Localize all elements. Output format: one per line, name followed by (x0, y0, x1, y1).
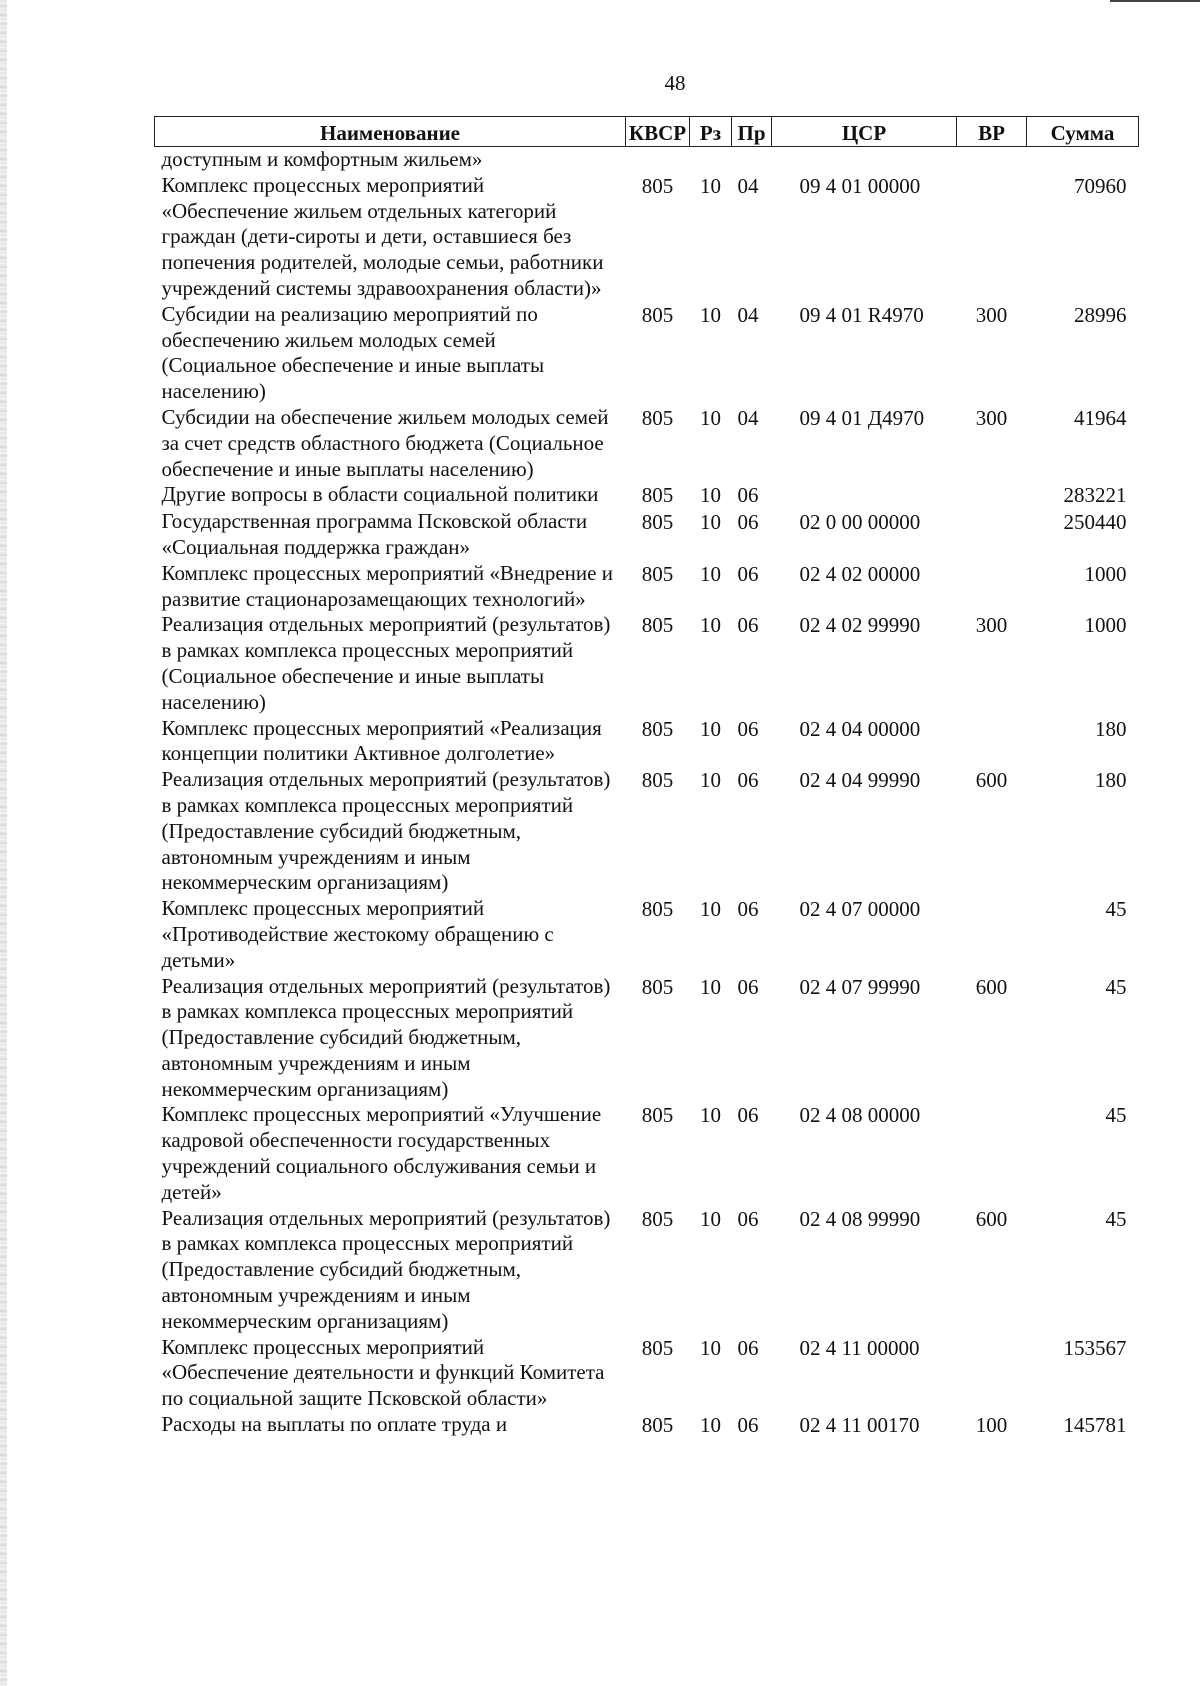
cell-csr: 09 4 01 R4970 (799, 302, 924, 327)
header-csr: ЦСР (772, 117, 957, 147)
table-row (155, 561, 1139, 613)
header-pr: Пр (732, 117, 772, 147)
cell-rz: 10 (700, 1103, 721, 1128)
cell-name: Комплекс процессных мероприятий «Обеспечение жильем отдельных категорий граждан (дети-сироты и дети, оставшиеся без попечения родителей, молодые семьи, работники учреждений системы здравоохранения области)» (161, 172, 604, 300)
cell-csr: 09 4 01 00000 (799, 173, 921, 198)
cell-name: Комплекс процессных мероприятий «Внедрение и развитие стационарозамещающих технологий» (161, 560, 613, 611)
cell-name: Комплекс процессных мероприятий «Улучшение кадровой обеспеченности государственных учреждений социального обслуживания семьи и детей» (161, 1102, 602, 1204)
cell-sum: 70960 (1074, 173, 1127, 198)
cell-name: Комплекс процессных мероприятий «Реализация концепции политики Активное долголетие» (161, 715, 602, 766)
cell-rz: 10 (700, 561, 721, 586)
cell-sum: 180 (1095, 768, 1127, 793)
cell-vr: 100 (975, 1413, 1008, 1438)
cell-sum: 180 (1095, 716, 1127, 741)
cell-vr: 300 (975, 405, 1008, 430)
cell-pr: 06 (737, 897, 759, 922)
cell-sum: 41964 (1074, 405, 1127, 430)
cell-vr (957, 716, 1027, 768)
cell-sum: 45 (1105, 897, 1127, 922)
table-row (155, 147, 1139, 173)
cell-vr (957, 147, 1027, 173)
cell-sum: 283221 (1063, 483, 1127, 508)
cell-vr: 300 (975, 302, 1008, 327)
cell-vr (957, 173, 1027, 302)
table-row (155, 302, 1139, 405)
cell-csr: 02 4 08 99990 (799, 1206, 921, 1231)
scan-edge-left (0, 0, 7, 1686)
cell-pr: 06 (737, 974, 759, 999)
cell-kvsr: 805 (641, 1103, 674, 1128)
cell-sum: 45 (1105, 974, 1127, 999)
cell-pr: 04 (737, 302, 759, 327)
cell-pr: 04 (737, 405, 759, 430)
cell-sum: 250440 (1063, 510, 1127, 535)
cell-name: Реализация отдельных мероприятий (результатов) в рамках комплекса процессных мероприятий (Социальное обеспечение и иные выплаты населению) (161, 612, 611, 714)
cell-vr (957, 896, 1027, 973)
cell-kvsr: 805 (641, 716, 674, 741)
cell-pr (732, 147, 772, 173)
cell-vr: 600 (975, 974, 1008, 999)
cell-name: Комплекс процессных мероприятий «Обеспечение деятельности и функций Комитета по социальной защите Псковской области» (161, 1334, 605, 1411)
cell-kvsr: 805 (641, 302, 674, 327)
cell-kvsr: 805 (641, 1413, 674, 1438)
cell-pr: 06 (737, 561, 759, 586)
cell-sum: 45 (1105, 1103, 1127, 1128)
cell-name: доступным и комфортным жильем» (161, 147, 483, 171)
cell-sum: 153567 (1063, 1335, 1127, 1360)
cell-rz: 10 (700, 302, 721, 327)
cell-rz: 10 (700, 768, 721, 793)
cell-name: Комплекс процессных мероприятий «Противодействие жестокому обращению с детьми» (161, 896, 554, 972)
cell-csr: 02 4 02 00000 (799, 561, 921, 586)
cell-csr: 02 4 07 00000 (799, 897, 921, 922)
table-row (155, 1102, 1139, 1205)
cell-rz: 10 (700, 974, 721, 999)
cell-name: Реализация отдельных мероприятий (результатов) в рамках комплекса процессных мероприятий (Предоставление субсидий бюджетным, автономным учреждениям и иным некоммерческим организациям) (161, 1205, 611, 1333)
cell-rz: 10 (700, 510, 721, 535)
cell-kvsr: 805 (641, 974, 674, 999)
table-row (155, 509, 1139, 561)
scan-edge-top (1110, 0, 1200, 2)
table-row (155, 896, 1139, 973)
cell-name: Другие вопросы в области социальной политики (161, 482, 599, 507)
cell-rz (690, 147, 732, 173)
cell-name: Государственная программа Псковской области «Социальная поддержка граждан» (161, 509, 588, 559)
cell-vr: 600 (975, 1206, 1008, 1231)
cell-kvsr: 805 (641, 510, 674, 535)
table-row (155, 405, 1139, 482)
cell-sum: 1000 (1084, 561, 1127, 586)
cell-vr (957, 1335, 1027, 1412)
cell-sum (1027, 147, 1139, 173)
cell-pr: 06 (737, 1103, 759, 1128)
budget-table (154, 116, 1139, 1439)
cell-rz: 10 (700, 1335, 721, 1360)
cell-rz: 10 (700, 897, 721, 922)
cell-rz: 10 (700, 173, 721, 198)
cell-pr: 06 (737, 716, 759, 741)
header-vr: ВР (957, 117, 1027, 147)
page-number: 48 (664, 71, 686, 95)
cell-sum: 145781 (1063, 1413, 1127, 1438)
cell-rz: 10 (700, 1413, 721, 1438)
cell-pr: 04 (737, 173, 759, 198)
cell-pr: 06 (737, 510, 759, 535)
header-name: Наименование (155, 117, 626, 147)
cell-name: Реализация отдельных мероприятий (результатов) в рамках комплекса процессных мероприятий (Предоставление субсидий бюджетным, автономным учреждениям и иным некоммерческим организациям) (161, 973, 611, 1101)
cell-csr: 09 4 01 Д4970 (799, 405, 925, 430)
cell-rz: 10 (700, 1206, 721, 1231)
cell-sum: 45 (1105, 1206, 1127, 1231)
cell-rz: 10 (700, 613, 721, 638)
table-row (155, 716, 1139, 768)
table-row (155, 1206, 1139, 1335)
cell-kvsr: 805 (641, 173, 674, 198)
cell-kvsr: 805 (641, 768, 674, 793)
cell-rz: 10 (700, 716, 721, 741)
cell-kvsr: 805 (641, 405, 674, 430)
cell-name: Расходы на выплаты по оплате труда и (161, 1412, 508, 1437)
table-row (155, 1335, 1139, 1412)
table-row (155, 173, 1139, 302)
cell-kvsr: 805 (641, 1335, 674, 1360)
cell-pr: 06 (737, 1413, 759, 1438)
cell-vr (957, 509, 1027, 561)
cell-csr: 02 4 04 00000 (799, 716, 921, 741)
cell-pr: 06 (737, 483, 759, 508)
header-sum: Сумма (1027, 117, 1139, 147)
cell-kvsr: 805 (641, 613, 674, 638)
cell-csr (772, 482, 957, 509)
table-header-row (155, 117, 1139, 147)
cell-name: Реализация отдельных мероприятий (результатов) в рамках комплекса процессных мероприятий (Предоставление субсидий бюджетным, автономным учреждениям и иным некоммерческим организациям) (161, 767, 611, 895)
cell-rz: 10 (700, 483, 721, 508)
cell-csr: 02 4 11 00000 (799, 1335, 920, 1360)
cell-csr: 02 4 02 99990 (799, 613, 921, 638)
cell-name: Субсидии на обеспечение жильем молодых семей за счет средств областного бюджета (Социальное обеспечение и иные выплаты населению) (161, 404, 609, 481)
cell-pr: 06 (737, 1206, 759, 1231)
cell-csr: 02 4 08 00000 (799, 1103, 921, 1128)
cell-kvsr: 805 (641, 1206, 674, 1231)
table-row (155, 767, 1139, 896)
cell-pr: 06 (737, 1335, 759, 1360)
cell-pr: 06 (737, 768, 759, 793)
header-rz: Рз (690, 117, 732, 147)
cell-sum: 1000 (1084, 613, 1127, 638)
cell-csr: 02 4 11 00170 (799, 1413, 920, 1438)
cell-rz: 10 (700, 405, 721, 430)
cell-name: Субсидии на реализацию мероприятий по обеспечению жильем молодых семей (Социальное обеспечение и иные выплаты населению) (161, 301, 545, 404)
cell-vr: 600 (975, 768, 1008, 793)
header-kvsr: КВСР (626, 117, 690, 147)
cell-csr: 02 4 04 99990 (799, 768, 921, 793)
table-row (155, 482, 1139, 509)
table-row (155, 612, 1139, 715)
cell-csr (772, 147, 957, 173)
table-row (155, 1412, 1139, 1439)
cell-kvsr (626, 147, 690, 173)
cell-vr: 300 (975, 613, 1008, 638)
cell-kvsr: 805 (641, 897, 674, 922)
cell-sum: 28996 (1074, 302, 1127, 327)
table-row (155, 974, 1139, 1103)
cell-kvsr: 805 (641, 561, 674, 586)
cell-kvsr: 805 (641, 483, 674, 508)
cell-vr (957, 561, 1027, 613)
cell-pr: 06 (737, 613, 759, 638)
cell-csr: 02 4 07 99990 (799, 974, 921, 999)
cell-vr (957, 1102, 1027, 1205)
cell-csr: 02 0 00 00000 (799, 510, 921, 535)
cell-vr (957, 482, 1027, 509)
